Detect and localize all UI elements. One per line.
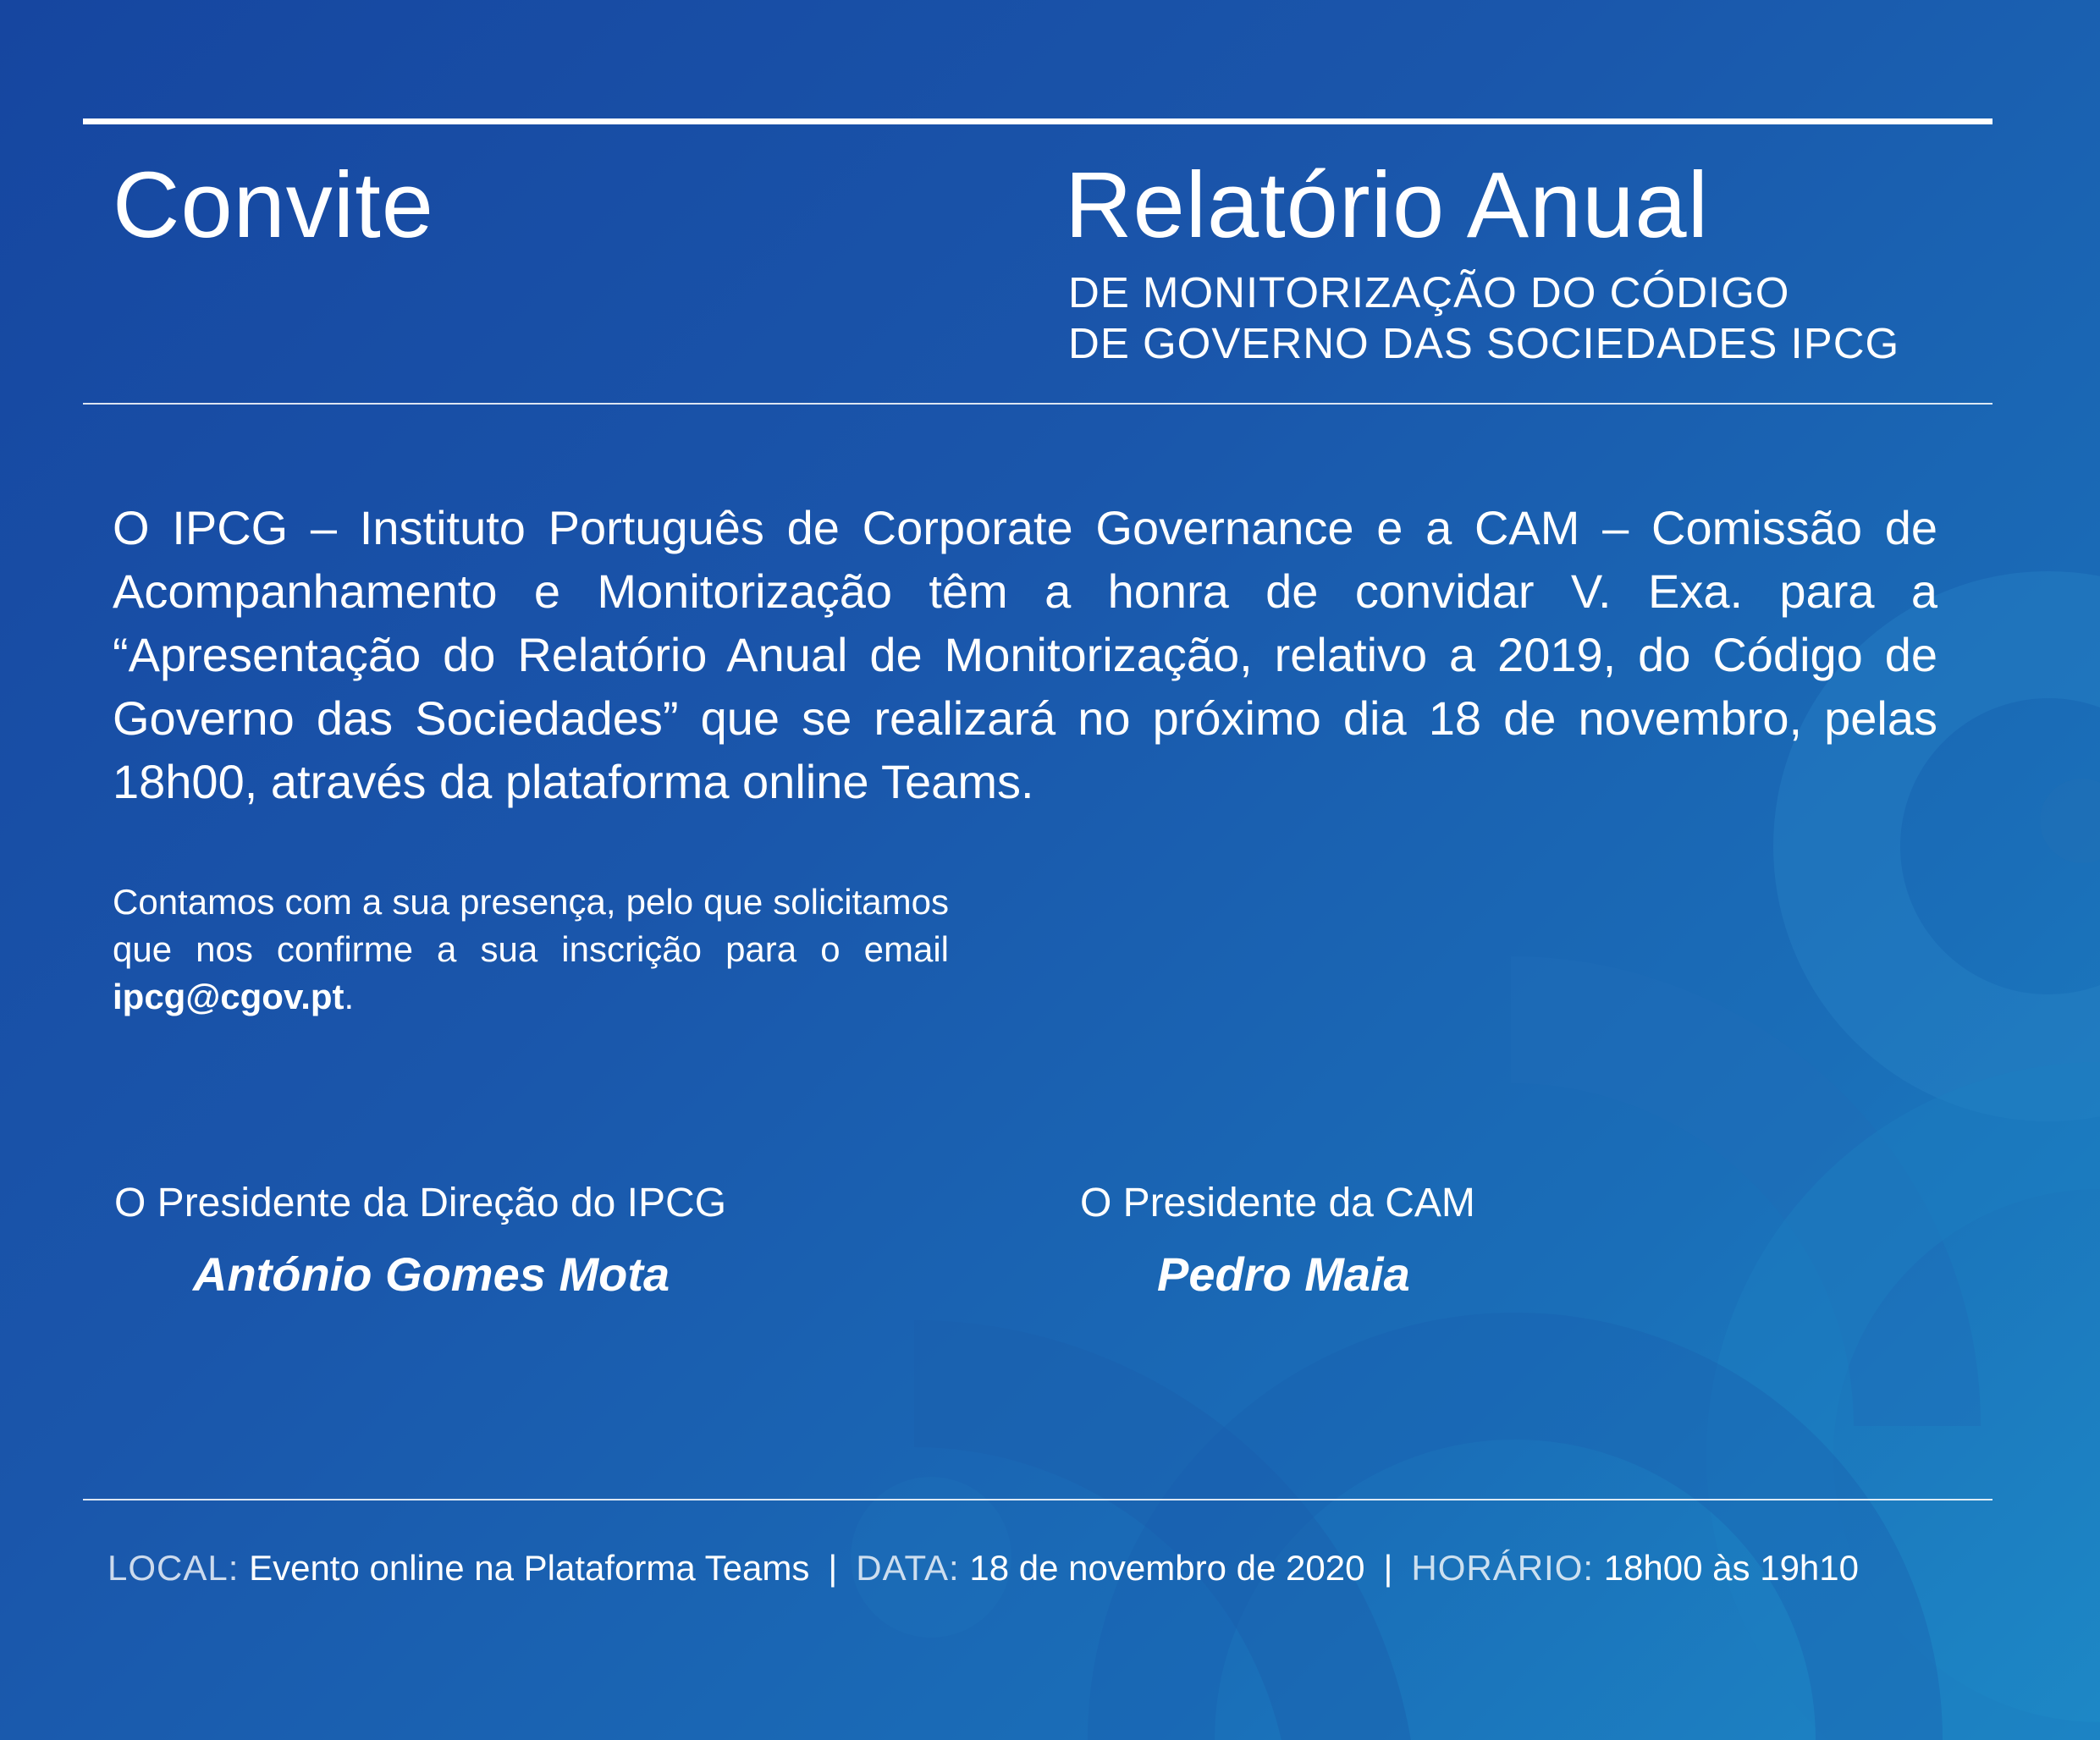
- signature-right-name: Pedro Maia: [1157, 1247, 1410, 1301]
- signature-left-name: António Gomes Mota: [193, 1247, 670, 1301]
- invite-heading: Convite: [113, 153, 434, 257]
- footer-divider: [83, 1499, 1993, 1500]
- report-title: Relatório Anual: [1065, 153, 1710, 257]
- report-subtitle-line-2: DE GOVERNO DAS SOCIEDADES IPCG: [1068, 319, 1900, 367]
- top-divider: [83, 118, 1993, 124]
- time-value: 18h00 às 19h10: [1603, 1548, 1859, 1588]
- local-label: LOCAL:: [107, 1548, 240, 1588]
- signature-left-title: O Presidente da Direção do IPCG: [114, 1181, 727, 1225]
- event-details-footer: [107, 1550, 1859, 1586]
- report-subtitle-line-1: DE MONITORIZAÇÃO DO CÓDIGO: [1068, 268, 1790, 317]
- time-label: HORÁRIO:: [1411, 1548, 1595, 1588]
- local-value: Evento online na Plataforma Teams: [249, 1548, 810, 1588]
- footer-separator: |: [828, 1548, 838, 1588]
- date-label: DATA:: [856, 1548, 960, 1588]
- rsvp-email-link[interactable]: ipcg@cgov.pt: [113, 977, 344, 1016]
- rsvp-text: Contamos com a sua presença, pelo que solicitamos que nos confirme a sua inscrição para o email: [113, 882, 949, 969]
- signature-right-title: O Presidente da CAM: [1080, 1181, 1475, 1225]
- date-value: 18 de novembro de 2020: [969, 1548, 1365, 1588]
- header-divider: [83, 403, 1993, 405]
- rsvp-paragraph: [113, 878, 949, 1021]
- footer-separator: |: [1383, 1548, 1393, 1588]
- report-subtitle: [1068, 267, 1899, 369]
- rsvp-end: .: [344, 977, 355, 1016]
- invitation-paragraph: O IPCG – Instituto Português de Corporate Governance e a CAM – Comissão de Acompanhamento e Monitorização têm a honra de convidar V. Exa. para a “Apresentação do Relatório Anual de Monitorização, relativo a 2019, do Código de Governo das Sociedades” que se realizará no próximo dia 18 de novembro, pelas 18h00, através da plataforma online Teams.: [113, 501, 1937, 808]
